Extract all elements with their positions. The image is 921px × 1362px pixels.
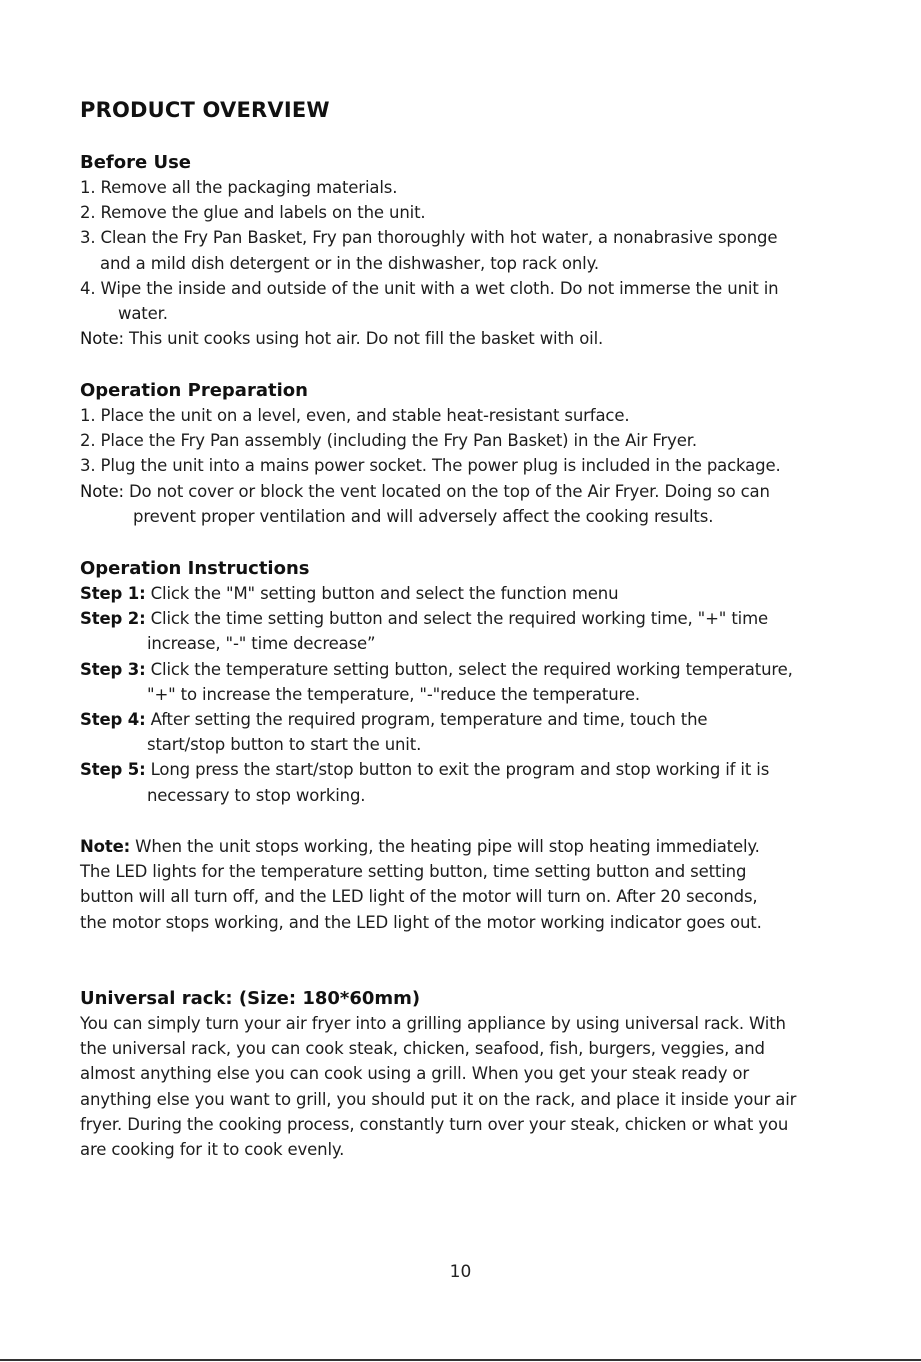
bottom-divider	[0, 1359, 921, 1361]
operation-preparation-heading: Operation Preparation	[80, 380, 308, 401]
preparation-line-3: 3. Plug the unit into a mains power socket. The power plug is included in the package.	[80, 456, 781, 476]
note-label: Note:	[80, 481, 124, 501]
operation-note-line-2: The LED lights for the temperature setting button, time setting button and setting	[80, 862, 747, 882]
step-5	[80, 757, 860, 782]
before-use-line-3-cont: and a mild dish detergent or in the dishwasher, top rack only.	[100, 253, 599, 273]
operation-preparation-section	[80, 378, 860, 529]
universal-rack-line-2: the universal rack, you can cook steak, chicken, seafood, fish, burgers, veggies, and	[80, 1039, 765, 1059]
before-use-heading: Before Use	[80, 152, 192, 173]
before-use-line-2: 2. Remove the glue and labels on the unit.	[80, 203, 426, 223]
step-4-cont: start/stop button to start the unit.	[147, 735, 422, 755]
step-text: Click the "M" setting button and select the function menu	[145, 584, 619, 603]
before-use-note	[80, 326, 860, 351]
step-3	[80, 657, 860, 682]
preparation-note	[80, 479, 860, 504]
before-use-line-3: 3. Clean the Fry Pan Basket, Fry pan thoroughly with hot water, a nonabrasive sponge	[80, 228, 778, 248]
page-number: 10	[449, 1262, 472, 1282]
operation-note-section	[80, 834, 860, 935]
step-2	[80, 606, 860, 631]
before-use-line-4: 4. Wipe the inside and outside of the unit with a wet cloth. Do not immerse the unit in	[80, 278, 779, 298]
universal-rack-section	[80, 986, 860, 1162]
universal-rack-line-1: You can simply turn your air fryer into a grilling appliance by using universal rack. With	[80, 1014, 786, 1033]
operation-note-line-1	[80, 834, 860, 859]
universal-rack-heading: Universal rack: (Size: 180*60mm)	[80, 988, 421, 1009]
operation-instructions-heading: Operation Instructions	[80, 558, 310, 579]
step-3-cont: "+" to increase the temperature, "-"reduce the temperature.	[147, 684, 640, 704]
before-use-section	[80, 150, 860, 351]
operation-note-line-4: the motor stops working, and the LED light of the motor working indicator goes out.	[80, 912, 762, 932]
step-2-cont: increase, "-" time decrease”	[147, 634, 376, 654]
universal-rack-line-4: anything else you want to grill, you should put it on the rack, and place it inside your air	[80, 1089, 797, 1109]
step-text: After setting the required program, temperature and time, touch the	[145, 709, 708, 729]
step-label: Step 3:	[80, 659, 146, 679]
preparation-line-1: 1. Place the unit on a level, even, and stable heat-resistant surface.	[80, 406, 630, 425]
step-1	[80, 581, 860, 606]
before-use-line-4-cont: water.	[118, 303, 168, 323]
step-4	[80, 707, 860, 732]
universal-rack-line-3: almost anything else you can cook using a grill. When you get your steak ready or	[80, 1064, 749, 1084]
step-5-cont: necessary to stop working.	[147, 785, 366, 805]
step-label: Step 4:	[80, 709, 146, 729]
universal-rack-line-6: are cooking for it to cook evenly.	[80, 1139, 345, 1159]
preparation-note-cont: prevent proper ventilation and will adversely affect the cooking results.	[133, 506, 714, 526]
step-text: Click the temperature setting button, select the required working temperature,	[145, 659, 793, 679]
step-label: Step 5:	[80, 760, 146, 780]
note-text: When the unit stops working, the heating pipe will stop heating immediately.	[130, 837, 760, 856]
step-label: Step 2:	[80, 609, 146, 629]
step-text: Click the time setting button and select the required working time, "+" time	[145, 609, 769, 629]
universal-rack-line-5: fryer. During the cooking process, constantly turn over your steak, chicken or what you	[80, 1114, 789, 1134]
before-use-line-1: 1. Remove all the packaging materials.	[80, 178, 398, 197]
note-text: Do not cover or block the vent located on the top of the Air Fryer. Doing so can	[123, 481, 770, 501]
step-text: Long press the start/stop button to exit the program and stop working if it is	[145, 760, 770, 780]
note-text: This unit cooks using hot air. Do not fill the basket with oil.	[123, 329, 604, 349]
step-label: Step 1:	[80, 584, 146, 603]
preparation-line-2: 2. Place the Fry Pan assembly (including the Fry Pan Basket) in the Air Fryer.	[80, 431, 697, 451]
page-title: PRODUCT OVERVIEW	[80, 98, 330, 122]
operation-note-line-3: button will all turn off, and the LED light of the motor will turn on. After 20 seconds,	[80, 887, 758, 907]
note-label: Note:	[80, 837, 131, 856]
operation-instructions-section	[80, 556, 860, 808]
note-label: Note:	[80, 329, 124, 349]
